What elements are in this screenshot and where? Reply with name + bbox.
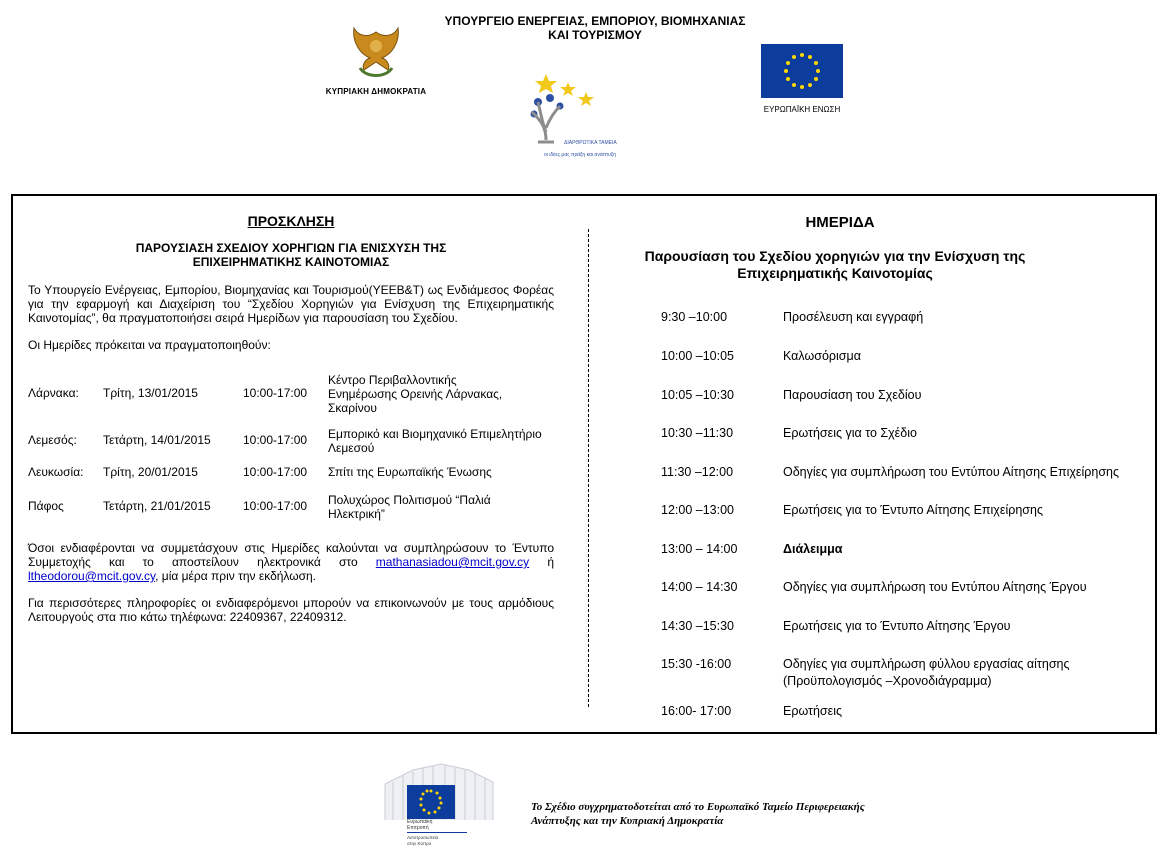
cofunding-line1: Το Σχέδιο συγχρηματοδοτείται από το Ευρωπαϊκό Ταμείο Περιφερειακής <box>531 801 865 813</box>
program-time: 10:30 –11:30 <box>661 426 734 440</box>
invitation-subtitle <box>28 241 554 269</box>
commission-caption3: Αντιπροσωπεία <box>407 835 439 840</box>
program-time: 16:00- 17:00 <box>661 704 732 718</box>
ministry-title-line2: ΚΑΙ ΤΟΥΡΙΣΜΟΥ <box>548 28 642 42</box>
registration-tail: , μία μέρα πριν την εκδήλωση. <box>155 569 317 583</box>
european-commission-logo <box>383 760 495 855</box>
event-date: Τετάρτη, 14/01/2015 <box>103 433 211 447</box>
events-intro: Οι Ημερίδες πρόκειται να πραγματοποιηθούν: <box>28 338 271 352</box>
event-venue: Πολυχώρος Πολιτισμού “Παλιά <box>328 493 491 507</box>
program-activity: Ερωτήσεις για το Έντυπο Αίτησης Επιχείρησης <box>783 503 1043 517</box>
structural-funds-logo <box>524 70 634 162</box>
funds-caption2: οι ιδέες μας πράξη και ανάπτυξη <box>544 152 616 158</box>
event-city: Λάρνακα: <box>28 386 79 400</box>
ministry-title <box>395 14 795 42</box>
event-venue: Σκαρίνου <box>328 401 377 415</box>
program-time: 14:30 –15:30 <box>661 619 734 633</box>
registration-text <box>28 541 554 583</box>
program-title <box>620 248 1050 282</box>
funds-caption1: ΔΙΑΡΘΡΩΤΙΚΑ ΤΑΜΕΙΑ <box>564 140 617 146</box>
event-time: 10:00-17:00 <box>243 499 308 513</box>
event-venue: Κέντρο Περιβαλλοντικής <box>328 373 457 387</box>
email-link-1[interactable]: mathanasiadou@mcit.gov.cy <box>375 555 530 569</box>
event-venue: Ενημέρωσης Ορεινής Λάρνακας, <box>328 387 503 401</box>
event-venue: Εμπορικό και Βιομηχανικό Επιμελητήριο <box>328 427 542 441</box>
cyprus-republic-logo <box>320 24 432 96</box>
event-venue: Ηλεκτρική” <box>328 507 385 521</box>
invitation-intro: Το Υπουργείο Ενέργειας, Εμπορίου, Βιομηχανίας και Τουρισμού(ΥΕΕΒ&Τ) ως Ενδιάμεσος Φορέας για την εφαρμογή και Διαχείριση του “Σχεδίου Χορηγιών για Ενίσχυση της Επιχειρηματικής Καινοτομίας”, θα πραγματοποιήσει σειρά Ημερίδων για παρουσίαση του Σχεδίου. <box>28 283 554 325</box>
event-time: 10:00-17:00 <box>243 433 308 447</box>
european-commission-building-icon <box>383 760 495 855</box>
event-venue: Σπίτι της Ευρωπαϊκής Ένωσης <box>328 465 492 479</box>
invitation-heading: ΠΡΟΣΚΛΗΣΗ <box>247 213 335 229</box>
program-activity: Ερωτήσεις <box>783 704 843 718</box>
program-activity: Ερωτήσεις για το Έντυπο Αίτησης Έργου <box>783 619 1011 633</box>
event-time: 10:00-17:00 <box>243 465 308 479</box>
program-time: 11:30 –12:00 <box>661 465 734 479</box>
program-time: 10:00 –10:05 <box>661 349 734 363</box>
or-word: ή <box>547 555 554 569</box>
invitation-subtitle-line2: ΕΠΙΧΕΙΡΗΜΑΤΙΚΗΣ ΚΑΙΝΟΤΟΜΙΑΣ <box>192 255 390 269</box>
program-title-line2: Επιχειρηματικής Καινοτομίας <box>737 265 933 281</box>
event-city: Λευκωσία: <box>28 465 84 479</box>
program-time: 14:00 – 14:30 <box>661 580 738 594</box>
program-activity: Οδηγίες για συμπλήρωση του Εντύπου Αίτησης Έργου <box>783 580 1087 594</box>
commission-caption1: Ευρωπαϊκή <box>407 819 433 825</box>
event-city: Πάφος <box>28 499 64 513</box>
info-text: Για περισσότερες πληροφορίες οι ενδιαφερόμενοι μπορούν να επικοινωνούν με τους αρμόδιους Λειτουργούς στα πιο κάτω τηλέφωνα: 22409367, 22409312. <box>28 596 554 624</box>
commission-caption4: στην Κύπρο <box>407 841 432 846</box>
event-date: Τρίτη, 13/01/2015 <box>103 386 198 400</box>
cyprus-caption: ΚΥΠΡΙΑΚΗ ΔΗΜΟΚΡΑΤΙΑ <box>325 87 427 96</box>
program-time: 13:00 – 14:00 <box>661 542 738 556</box>
program-section <box>600 210 1160 718</box>
registration-body: Όσοι ενδιαφέρονται να συμμετάσχουν στις Ημερίδες καλούνται να συμπληρώσουν το Έντυπο Συμμετοχής και το αποστείλουν ηλεκτρονικά στο <box>28 541 554 569</box>
eu-caption: ΕΥΡΩΠΑΪΚΗ ΕΝΩΣΗ <box>763 105 841 114</box>
program-time: 10:05 –10:30 <box>661 388 734 402</box>
program-title-line1: Παρουσίαση του Σχεδίου χορηγιών για την Ενίσχυση της <box>644 248 1026 264</box>
eu-flag-icon <box>761 44 843 98</box>
program-time: 15:30 -16:00 <box>661 657 732 671</box>
eu-logo <box>760 44 844 114</box>
program-activity: Διάλειμμα <box>783 542 843 556</box>
structural-funds-tree-icon <box>524 70 634 162</box>
event-venue: Λεμεσού <box>328 441 375 455</box>
cyprus-emblem-icon <box>346 24 406 80</box>
program-activity: Ερωτήσεις για το Σχέδιο <box>783 426 917 440</box>
program-activity: Παρουσίαση του Σχεδίου <box>783 388 922 402</box>
program-activity: Προσέλευση και εγγραφή <box>783 310 924 324</box>
invitation-subtitle-line1: ΠΑΡΟΥΣΙΑΣΗ ΣΧΕΔΙΟΥ ΧΟΡΗΓΙΩΝ ΓΙΑ ΕΝΙΣΧΥΣΗ ΤΗΣ <box>135 241 447 255</box>
program-activity: Καλωσόρισμα <box>783 349 861 363</box>
event-date: Τρίτη, 20/01/2015 <box>103 465 198 479</box>
event-city: Λεμεσός: <box>28 433 77 447</box>
events-table <box>28 373 554 533</box>
column-divider <box>588 229 589 707</box>
ministry-title-line1: ΥΠΟΥΡΓΕΙΟ ΕΝΕΡΓΕΙΑΣ, ΕΜΠΟΡΙΟΥ, ΒΙΟΜΗΧΑΝΙΑΣ <box>444 14 746 28</box>
program-activity-line2: (Προϋπολογισμός –Χρονοδιάγραμμα) <box>783 674 992 688</box>
event-time: 10:00-17:00 <box>243 386 308 400</box>
program-activity: Οδηγίες για συμπλήρωση του Εντύπου Αίτησης Επιχείρησης <box>783 465 1120 479</box>
event-date: Τετάρτη, 21/01/2015 <box>103 499 211 513</box>
program-heading: ΗΜΕΡΙΔΑ <box>805 214 875 231</box>
cofunding-statement <box>531 800 951 828</box>
email-link-2[interactable]: ltheodorou@mcit.gov.cy <box>28 569 156 583</box>
program-time: 12:00 –13:00 <box>661 503 734 517</box>
commission-caption2: Επιτροπή <box>407 825 429 831</box>
program-time: 9:30 –10:00 <box>661 310 728 324</box>
program-activity: Οδηγίες για συμπλήρωση φύλλου εργασίας αίτησης <box>783 657 1070 671</box>
invitation-section <box>28 210 554 637</box>
cofunding-line2: Ανάπτυξης και την Κυπριακή Δημοκρατία <box>531 815 724 827</box>
